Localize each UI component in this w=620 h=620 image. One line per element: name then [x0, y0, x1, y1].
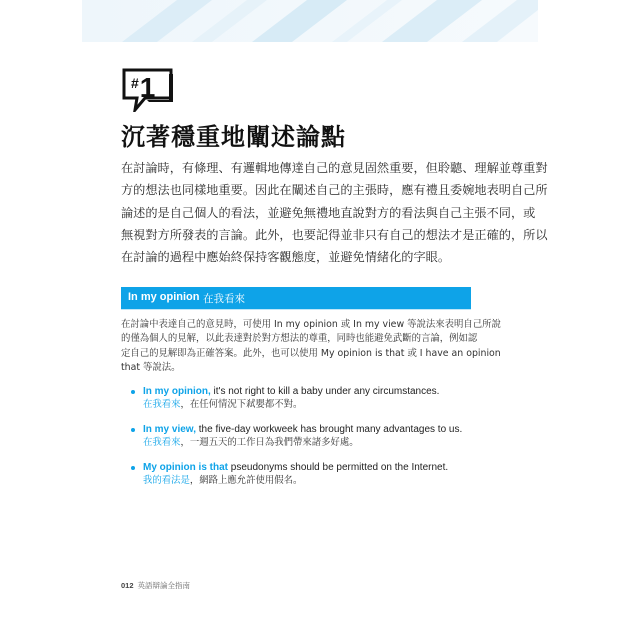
section-underline: [121, 309, 471, 310]
badge-hash: #: [131, 75, 139, 91]
section-header-bar: [121, 287, 471, 309]
example-translation: [143, 436, 476, 449]
example-english: [143, 385, 476, 398]
intro-line: 在討論的過程中應始終保持客觀態度，並避免情緒化的字眼。: [121, 250, 451, 265]
example-key-phrase: My opinion is that: [143, 462, 228, 473]
example-sentence: pseudonyms should be permitted on the Internet.: [228, 462, 449, 473]
body-line: that 等說法。: [121, 362, 181, 374]
intro-line: 無視對方所發表的言論。此外，也要記得並非只有自己的想法才是正確的，所以: [121, 227, 548, 242]
intro-paragraph: [121, 157, 548, 268]
example-item: [131, 423, 476, 449]
example-english: [143, 461, 476, 474]
section-header-chinese: 在我看來: [203, 293, 245, 305]
example-translation: [143, 398, 476, 411]
intro-line: 方的想法也同樣地重要。因此在闡述自己的主張時，應有禮且委婉地表明自己所: [121, 183, 548, 198]
intro-line: 論述的是自己個人的看法，並避免無禮地直說對方的看法與自己主張不同，或: [121, 205, 536, 220]
example-list: [131, 385, 476, 499]
body-line: 在討論中表達自己的意見時，可使用 In my opinion 或 In my view 等說法來表明自己所說: [121, 319, 501, 330]
example-key-phrase-zh: 在我看來: [143, 399, 181, 410]
example-sentence: the five-day workweek has brought many advantages to us.: [195, 424, 463, 435]
body-line: 定自己的見解即為正確答案。此外，也可以使用 My opinion is that 或 I have an opinion: [121, 347, 501, 359]
badge-number: 1: [139, 72, 156, 103]
example-translation: [143, 474, 476, 487]
bullet-icon: [131, 428, 135, 432]
page-footer: [121, 580, 190, 591]
section-header-english: In my opinion: [128, 291, 200, 303]
bullet-icon: [131, 390, 135, 394]
example-key-phrase: In my opinion,: [143, 386, 211, 397]
example-english: [143, 423, 476, 436]
explanation-paragraph: [121, 318, 501, 376]
example-translation-rest: ，在任何情況下弒嬰都不對。: [180, 399, 303, 410]
example-sentence: it's not right to kill a baby under any circumstances.: [210, 386, 440, 397]
intro-line: 在討論時，有條理、有邏輯地傳達自己的意見固然重要，但聆聽、理解並尊重對: [121, 161, 548, 175]
page-number: 012: [121, 581, 134, 590]
example-key-phrase-zh: 在我看來: [143, 437, 181, 448]
example-item: [131, 385, 476, 411]
example-key-phrase: In my view,: [143, 424, 196, 435]
book-title: 英語辯論全指南: [137, 581, 191, 590]
header-decoration: [82, 0, 538, 42]
example-item: [131, 461, 476, 487]
example-translation-rest: ，網路上應允許使用假名。: [189, 475, 303, 486]
example-translation-rest: ，一週五天的工作日為我們帶來諸多好處。: [180, 437, 359, 448]
bullet-icon: [131, 466, 135, 470]
page-title: 沉著穩重地闡述論點: [121, 123, 346, 151]
section-number-badge: [121, 68, 173, 112]
example-key-phrase-zh: 我的看法是: [143, 475, 190, 486]
body-line: 的僅為個人的見解，以此表達對於對方想法的尊重，同時也能避免武斷的言論，例如認: [121, 333, 478, 345]
